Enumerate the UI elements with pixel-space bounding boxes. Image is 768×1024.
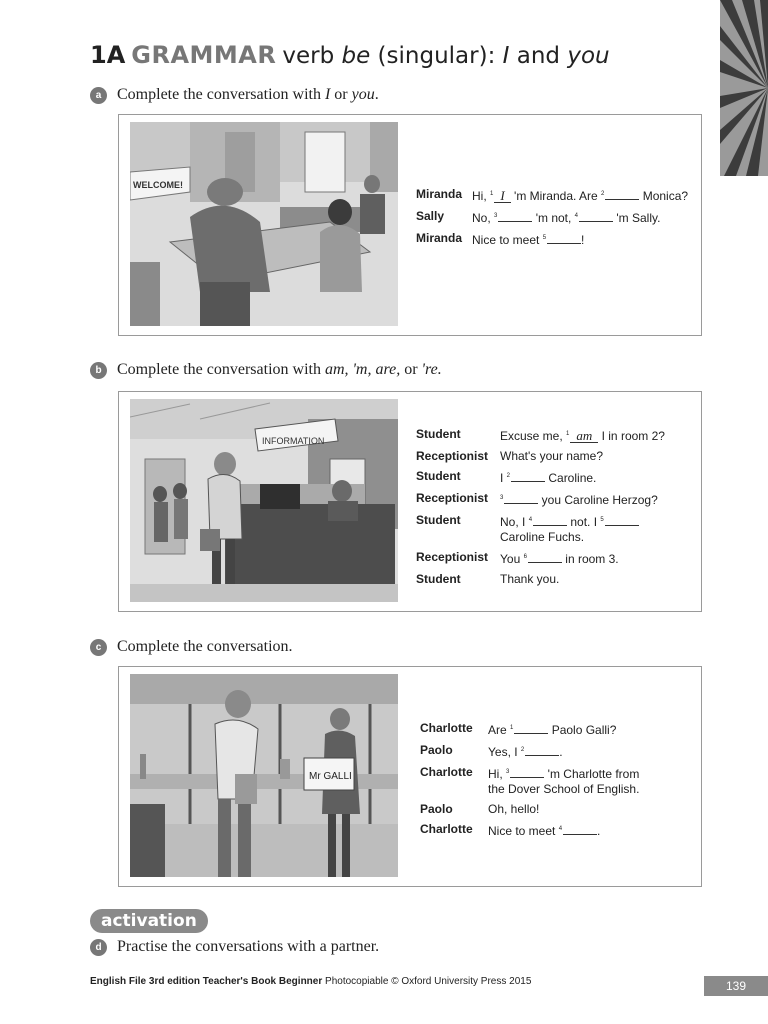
exercise-d-instruction — [90, 936, 379, 958]
reception-illustration — [130, 399, 398, 602]
line-text — [472, 187, 696, 204]
gap-number: 1 — [510, 725, 514, 731]
text: Monica? — [639, 189, 689, 203]
dialogue-line — [416, 572, 696, 587]
gap-number: 2 — [520, 747, 525, 753]
answer-blank[interactable] — [511, 470, 545, 482]
line-text — [500, 469, 696, 486]
text: . — [559, 745, 563, 759]
airport-illustration — [130, 674, 398, 877]
text: Caroline. — [545, 471, 597, 485]
line-text — [488, 822, 700, 839]
gap-number: 3 — [500, 495, 504, 501]
text: I in room 2? — [598, 429, 665, 443]
instruction-text: or — [400, 361, 422, 378]
dialogue-line — [416, 209, 696, 226]
speaker-label: Receptionist — [416, 550, 489, 564]
activation-badge: activation — [90, 909, 208, 933]
option-word: I — [324, 86, 331, 103]
speaker-label: Miranda — [416, 187, 463, 201]
text: Excuse me, — [500, 429, 567, 443]
dialogue-line — [420, 721, 700, 738]
text: I — [500, 471, 507, 485]
text: No, I — [500, 515, 529, 529]
text: You — [500, 552, 524, 566]
gap-number: 5 — [542, 235, 547, 241]
exercise-letter-badge: d — [90, 939, 107, 956]
exercise-letter-badge: c — [90, 639, 107, 656]
answer-blank[interactable] — [525, 744, 559, 756]
text: not. I — [567, 515, 601, 529]
answer-blank[interactable] — [504, 492, 538, 504]
text: Yes, I — [488, 745, 521, 759]
line-text — [500, 550, 696, 567]
grammar-label: GRAMMAR — [131, 41, 277, 69]
answer-blank[interactable]: I — [494, 190, 510, 203]
speaker-label: Student — [416, 469, 461, 483]
dialogue-line — [420, 743, 700, 760]
instruction-text: Complete the conversation. — [117, 638, 293, 655]
gap-number: 1 — [566, 431, 570, 437]
line-text — [472, 231, 696, 248]
text: 'm Miranda. Are — [510, 189, 602, 203]
speaker-label: Receptionist — [416, 491, 489, 505]
text: . — [597, 824, 601, 838]
answer-blank[interactable] — [528, 551, 562, 563]
text: No, — [472, 211, 495, 225]
dialogue-line — [416, 550, 696, 567]
text: Nice to meet — [488, 824, 559, 838]
text: Paolo Galli? — [548, 723, 617, 737]
text: in room 3. — [561, 552, 619, 566]
option-word: 're. — [421, 361, 442, 378]
book-title: English File 3rd edition Teacher's Book Beginner — [90, 976, 323, 987]
text: 'm Charlotte from — [544, 767, 640, 781]
dialogue-line — [416, 449, 696, 464]
exercise-letter-badge: a — [90, 87, 107, 104]
gap-number: 3 — [506, 769, 510, 775]
option-word: you — [351, 86, 375, 103]
speaker-label: Charlotte — [420, 765, 473, 779]
instruction-text: Complete the conversation with — [117, 361, 321, 378]
information-sign: INFORMATION — [262, 436, 325, 446]
gap-number: 4 — [574, 213, 579, 219]
exercise-b-instruction — [90, 359, 442, 381]
dialogue-line — [420, 822, 700, 839]
dialogue-line — [416, 187, 696, 204]
answer-blank[interactable] — [605, 514, 639, 526]
answer-blank[interactable] — [563, 823, 597, 835]
text: Hi, — [472, 189, 490, 203]
speaker-label: Paolo — [420, 802, 453, 816]
sunburst-decoration — [720, 0, 768, 176]
answer-blank[interactable]: am — [570, 430, 598, 443]
gap-number: 4 — [528, 517, 533, 523]
welcome-sign: WELCOME! — [133, 180, 183, 190]
exercise-c-panel — [118, 666, 702, 887]
exercise-a-instruction — [90, 84, 379, 106]
line-text — [488, 721, 700, 738]
topic-i: I — [502, 43, 510, 69]
speaker-label: Receptionist — [416, 449, 489, 463]
page-title — [90, 41, 610, 69]
line-text — [500, 427, 696, 444]
topic-be: be — [341, 43, 371, 69]
text: ! — [581, 233, 585, 247]
text: Caroline Fuchs. — [500, 530, 585, 544]
line-text — [500, 491, 696, 508]
dialogue-line — [416, 231, 696, 248]
gap-number: 2 — [506, 473, 511, 479]
speaker-label: Student — [416, 513, 461, 527]
dialogue-line — [416, 491, 696, 508]
topic-you: you — [567, 43, 610, 69]
gap-number: 2 — [601, 191, 605, 197]
footer-credit — [90, 976, 531, 987]
dialogue-line — [416, 469, 696, 486]
dialogue-line — [420, 765, 700, 797]
answer-blank[interactable] — [533, 514, 567, 526]
dialogue-c — [420, 721, 700, 844]
text: Hi, — [488, 767, 506, 781]
exercise-c-instruction — [90, 636, 293, 658]
answer-blank[interactable] — [514, 722, 548, 734]
gap-number: 1 — [490, 191, 494, 197]
instruction-text: . — [374, 86, 379, 103]
gap-number: 6 — [523, 554, 527, 560]
name-card-sign: Mr GALLI — [309, 771, 352, 782]
line-text — [500, 513, 696, 545]
exercise-b-panel — [118, 391, 702, 612]
dialogue-line — [420, 802, 700, 817]
copyright-text: Photocopiable © Oxford University Press 2015 — [322, 976, 532, 987]
instruction-text: or — [330, 86, 352, 103]
text: Are — [488, 723, 511, 737]
text: you Caroline Herzog? — [538, 493, 658, 507]
exercise-letter-badge: b — [90, 362, 107, 379]
dialogue-line — [416, 427, 696, 444]
speaker-label: Student — [416, 427, 461, 441]
exercise-a-panel — [118, 114, 702, 336]
dialogue-b — [416, 427, 696, 592]
line-text — [488, 765, 700, 797]
dialogue-a — [416, 187, 696, 253]
answer-blank[interactable] — [547, 232, 581, 244]
text: 'm Sally. — [613, 211, 661, 225]
dialogue-line — [416, 513, 696, 545]
gap-number: 4 — [558, 826, 563, 832]
speaker-label: Student — [416, 572, 461, 586]
option-words: am, 'm, are, — [324, 361, 401, 378]
answer-blank[interactable] — [498, 210, 532, 222]
answer-blank[interactable] — [605, 188, 639, 200]
speaker-label: Miranda — [416, 231, 463, 245]
line-text: Thank you. — [500, 572, 560, 586]
page-number: 139 — [704, 976, 768, 996]
speaker-label: Sally — [416, 209, 445, 223]
unit-number: 1A — [90, 41, 126, 69]
instruction-text: Complete the conversation with — [117, 86, 321, 103]
answer-blank[interactable] — [579, 210, 613, 222]
topic-text: verb — [282, 43, 342, 69]
answer-blank[interactable] — [510, 766, 544, 778]
text: the Dover School of English. — [488, 782, 640, 796]
gap-number: 5 — [600, 517, 604, 523]
speaker-label: Charlotte — [420, 822, 473, 836]
instruction-text: Practise the conversations with a partner. — [117, 938, 380, 955]
speaker-label: Charlotte — [420, 721, 473, 735]
line-text: What's your name? — [500, 449, 604, 463]
line-text — [488, 743, 700, 760]
topic-text: and — [509, 43, 568, 69]
text: 'm not, — [532, 211, 575, 225]
line-text: Oh, hello! — [488, 802, 540, 816]
topic-text: (singular): — [370, 43, 503, 69]
line-text — [472, 209, 696, 226]
gap-number: 3 — [494, 213, 498, 219]
text: Nice to meet — [472, 233, 543, 247]
speaker-label: Paolo — [420, 743, 453, 757]
classroom-illustration — [130, 122, 398, 326]
